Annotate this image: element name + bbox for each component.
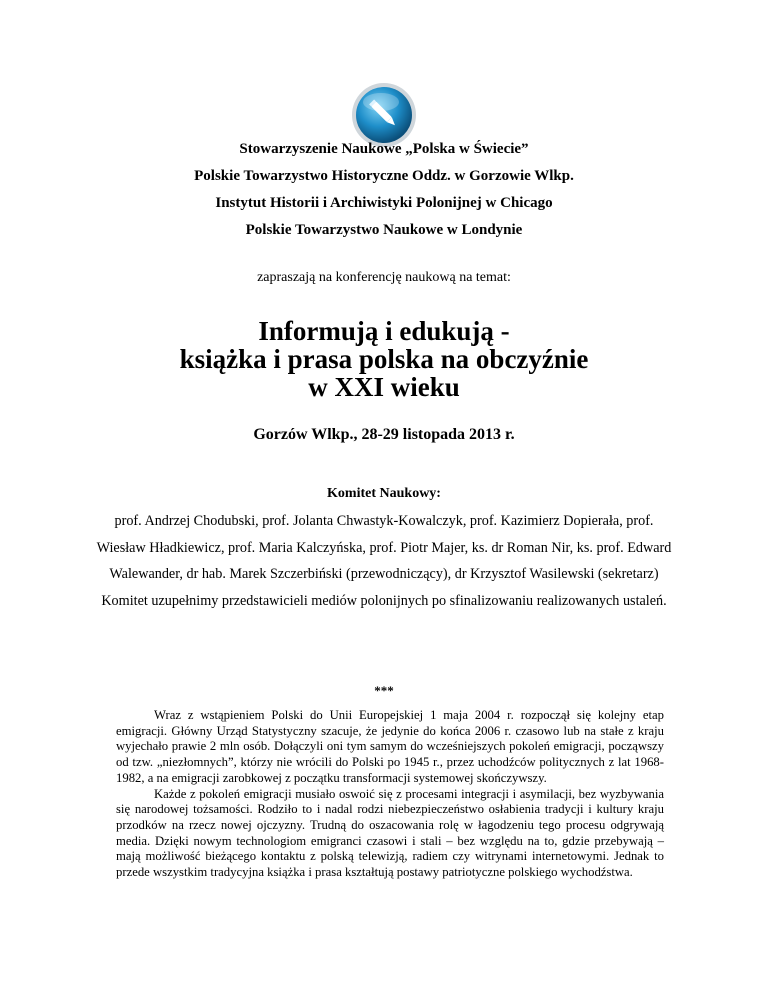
separator: *** (374, 683, 394, 698)
body-text (116, 708, 664, 881)
committee-heading: Komitet Naukowy: (327, 486, 441, 501)
title-line-1: Informują i edukują - (258, 316, 510, 346)
invitation-text: zapraszają na konferencję naukową na temat: (257, 270, 511, 285)
title-line-3: w XXI wieku (308, 372, 460, 402)
organization-4: Polskie Towarzystwo Naukowe w Londynie (245, 222, 523, 238)
committee-members-text: prof. Andrzej Chodubski, prof. Jolanta Chwastyk-Kowalczyk, prof. Kazimierz Dopierała, prof. Wiesław Hładkiewicz, prof. Maria Kalczyńska, prof. Piotr Majer, ks. dr Roman Nir, ks. prof. Edward Walewander, dr hab. Marek Szczerbiński (przewodniczący), dr Krzysztof Wasilewski (sekretarz) (96, 513, 672, 582)
paragraph-2: Każde z pokoleń emigracji musiało oswoić się z procesami integracji i asymilacji, bez wyzbywania się narodowej tożsamości. Rodziło to i nadal rodzi niebezpieczeństwo osłabienia tradycji i kultury kraju przodków na rzecz nowej ojczyzny. Trudną do oszacowania rolę w łagodzeniu tego procesu odgrywają media. Dzięki nowym technologiom emigranci czasowi i stali – bez względu na to, gdzie przebywają – mają możliwość bieżącego kontaktu z polską telewizją, radiem czy witrynami internetowymi. Jednak to przede wszystkim tradycyjna książka i prasa kształtują postawy patriotyczne polskiego wychodźstwa. (116, 786, 664, 880)
venue-date: Gorzów Wlkp., 28-29 listopada 2013 r. (253, 426, 515, 443)
conference-title (0, 317, 768, 401)
pen-globe-icon (351, 82, 417, 148)
organization-3: Instytut Historii i Archiwistyki Polonijnej w Chicago (215, 195, 553, 211)
paragraph-1: Wraz z wstąpieniem Polski do Unii Europejskiej 1 maja 2004 r. rozpoczął się kolejny etap emigracji. Główny Urząd Statystyczny szacuje, że jedynie do końca 2006 r. czasowo lub na stałe z kraju wyjechało prawie 2 mln osób. Dołączyli oni tym samym do wcześniejszych pokoleń emigracji, począwszy od tzw. „niezłomnych”, którzy nie wrócili do Polski po 1945 r., przez uchodźców politycznych z lat 1968-1982, a na emigracji zarobkowej z początku transformacji systemowej skończywszy. (116, 708, 664, 785)
committee-note: Komitet uzupełnimy przedstawicieli mediów polonijnych po sfinalizowaniu realizowanych ustaleń. (101, 592, 667, 609)
organization-2: Polskie Towarzystwo Historyczne Oddz. w Gorzowie Wlkp. (194, 168, 574, 184)
title-line-2: książka i prasa polska na obczyźnie (179, 344, 589, 374)
committee-members (94, 508, 674, 614)
organization-1: Stowarzyszenie Naukowe „Polska w Świecie” (239, 141, 529, 157)
